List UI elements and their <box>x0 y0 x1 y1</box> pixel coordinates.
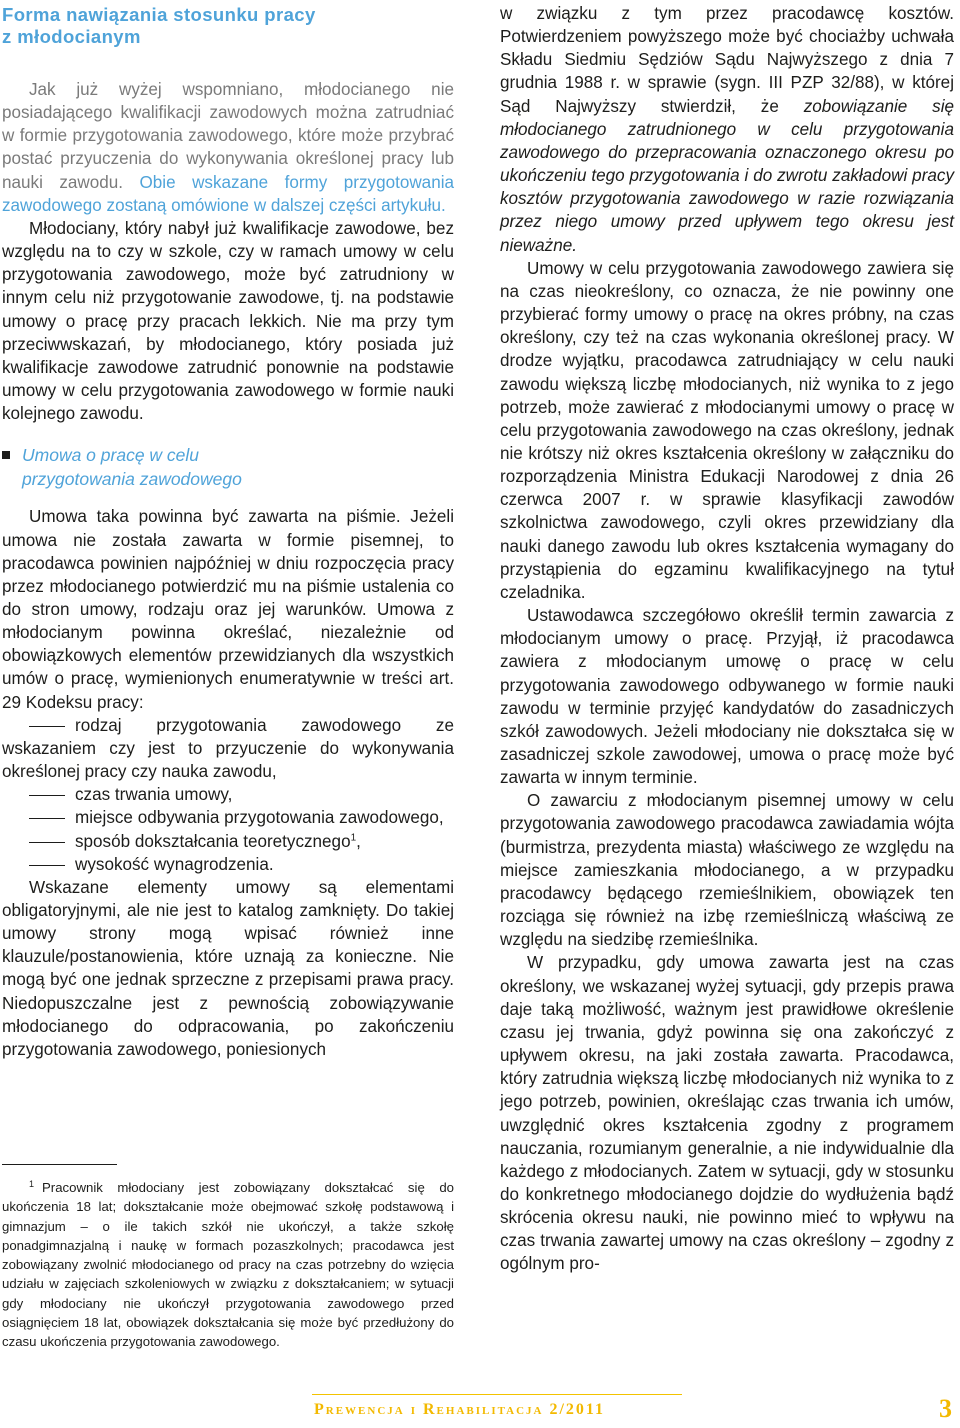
right-paragraph-4: O zawarciu z młodocianym pisemnej umowy w celu przygotowania zawodowego pracodawca zawiadamia wójta (burmistrza, prezydenta miasta) właściwego ze względu na miejsce zamieszkania młodocianego, a w przypadku pracodawcy będącego rzemieślnikiem, obowiązek ten rozciąga się również na izbę rzemieślniczą właściwą ze względu na siedzibę rzemieślnika. <box>500 791 954 950</box>
list-item-text: miejsce odbywania przygotowania zawodowego, <box>75 808 444 828</box>
list-item <box>2 853 454 876</box>
paragraph-2: Młodociany, który nabył już kwalifikacje zawodowe, bez względu na to czy w szkole, czy w ramach umowy w celu przygotowania zawodowego, może być zatrudniony w innym celu niż przygotowanie zawodowe, tj. na podstawie umowy o pracę przy pracach lekkich. Nie ma przy tym przeciwwskazań, by młodocianego, który posiada już kwalifikacje zawodowe zatrudnić ponownie na podstawie umowy w celu przygotowania zawodowego w formie nauki kolejnego zawodu. <box>2 218 454 424</box>
page-number: 3 <box>939 1394 952 1423</box>
right-paragraph-3: Ustawodawca szczegółowo określił termin zawarcia z młodocianym umowy o pracę. Przyjął, iż pracodawca zawiera z młodocianym umowę o pracę w celu przygotowania zawodowego odbywanego w formie nauki zawodu w terminie przyjęć kandydatów do zasadniczych szkół zawodowych. Jeżeli młodociany nie dokształca się w zasadniczej szkole zawodowej, umowa o pracę może być zawarta w innym terminie. <box>500 606 954 788</box>
right-paragraph-1 <box>500 2 954 257</box>
journal-name: Prewencja i Rehabilitacja 2/2011 <box>314 1401 606 1418</box>
page-footer <box>312 1394 960 1428</box>
intro-paragraph <box>2 78 454 217</box>
dash-icon <box>29 842 65 843</box>
dash-icon <box>29 795 65 796</box>
right-paragraph-2: Umowy w celu przygotowania zawodowego zawiera się na czas nieokreślony, co oznacza, że nie powinny one przybierać formy umowy o pracę na okres próbny, na czas określony, czy też na czas wykonania określonej pracy. W drodze wyjątku, pracodawca zatrudniający w celu nauki zawodu większą liczbę młodocianych, niż wynika to z jego potrzeb, może zawierać z młodocianymi umowy o pracę w celu przygotowania zawodowego na czas określony, jednak nie krótszy niż okres kształcenia określony w załączniku do rozporządzenia Ministra Edukacji Narodowej z dnia 26 czerwca 2007 r. w sprawie klasyfikacji zawodów szkolnictwa zawodowego, czyli okres przewidziany dla nauki danego zawodu lub okres kształcenia wymagany do przystąpienia do egzaminu kwalifikacyjnego na tytuł czeladnika. <box>500 258 954 602</box>
right-paragraph-5: W przypadku, gdy umowa zawarta jest na czas określony, we wskazanej wyżej sytuacji, gdy przepis prawa daje taką możliwość, ważnym jest prawidłowe określenie czasu jej trwania, gdyż powinna się ona zakończyć z upływem okresu, na jaki została zawarta. Pracodawca, który zatrudnia większą liczbę młodocianych niż wynika to z jego potrzeb, powinien, określając czas trwania ich umów, uwzględnić okres kształcenia zgodny z programem nauczania, rozumianym generalnie, a nie indywidualnie dla każdego z młodocianych. Zatem w sytuacji, gdy w stosunku do konkretnego młodocianego dojdzie do wydłużenia bądź skrócenia okresu nauki, nie powinno mieć to wpływu na czas trwania zawartej umowy na czas określony – zgodny z ogólnym pro- <box>500 953 954 1274</box>
article-heading <box>2 4 454 48</box>
dash-icon <box>29 726 65 727</box>
footnote <box>2 1178 454 1352</box>
court-quote: zobowiązanie się młodocianego zatrudnionego w celu przygotowania zawodowego do przepracowania oznaczonego okresu po ukończeniu tego przygotowania i do zwrotu zakładowi pracy kosztów przygotowania zawodowego w razie rozwiązania przez niego umowy przed upływem tego okresu jest nieważne. <box>500 96 955 255</box>
bullet-square-icon <box>2 451 10 459</box>
list-item <box>2 830 454 853</box>
list-item-text: rodzaj przygotowania zawodowego ze wskazaniem czy jest to przyuczenie do wykonywania określonej pracy czy nauka zawodu, <box>2 715 454 782</box>
footer-rule <box>312 1394 682 1395</box>
footnote-divider <box>2 1164 117 1165</box>
right-paragraph-1-text: w związku z tym przez pracodawcę kosztów. Potwierdzeniem powyższego może być chociażby uchwała Składu Siedmiu Sędziów Sądu Najwyższego z dnia 7 grudnia 1988 r. w sprawie (sygn. III PZP 32/88), w której Sąd Najwyższy stwierdził, że <box>500 4 954 116</box>
list-item <box>2 806 454 829</box>
list-item <box>2 714 454 783</box>
subheading-line2: przygotowania zawodowego <box>22 469 242 490</box>
dash-icon <box>29 818 65 819</box>
dash-icon <box>29 865 65 866</box>
intro-text: Jak już wyżej wspomniano, młodocianego nie posiadającego kwalifikacji zawodowych można zatrudniać w formie przygotowania zawodowego, które może przybrać postać przyuczenia do wykonywania określonej pracy lub nauki zawodu. <box>2 80 454 192</box>
footnote-text: Pracownik młodociany jest zobowiązany dokształcać się do ukończenia 18 lat; dokształcanie może obejmować szkołę podstawową i gimnazjum – o ile takich szkół nie ukończył, a także szkołę ponadgimnazjalną i naukę w formach pozaszkolnych; pracodawca jest zobowiązany zwolnić młodocianego od pracy na czas potrzebny do wzięcia udziału w zajęciach szkoleniowych w związku z dokształcaniem; w sytuacji gdy młodociany nie ukończył przygotowania zawodowego przed osiągnięciem 18 lat, obowiązek dokształcania się może być przedłużony do czasu ukończenia przygotowania zawodowego. <box>2 1180 454 1350</box>
list-item-tail: , <box>356 831 361 851</box>
footnote-mark: 1 <box>29 1179 35 1189</box>
list-item-text: czas trwania umowy, <box>75 785 233 805</box>
list-item-text: wysokość wynagrodzenia. <box>75 854 274 874</box>
subheading-line1: Umowa o pracę w celu <box>22 445 200 466</box>
right-column <box>500 2 954 1276</box>
list-item <box>2 783 454 806</box>
paragraph-4: Wskazane elementy umowy są elementami obligatoryjnymi, ale nie jest to katalog zamknięty. Do takiej umowy strony mogą wpisać również inne klauzule/postanowienia, które uznają za konieczne. Nie mogą być one jednak sprzeczne z przepisami prawa pracy. Niedopuszczalne jest z pewnością zobowiązywanie młodocianego do odpracowania, po zakończeniu przygotowania zawodowego, poniesionych <box>2 877 454 1059</box>
article-heading-line1: Forma nawiązania stosunku pracy <box>2 4 316 25</box>
section-subheading <box>2 443 454 491</box>
article-heading-line2: z młodocianym <box>2 26 141 47</box>
paragraph-3: Umowa taka powinna być zawarta na piśmie. Jeżeli umowa nie została zawarta w formie pisemnej, to pracodawca powinien najpóźniej w dniu rozpoczęcia pracy przez młodocianego potwierdzić mu na piśmie ustalenia co do stron umowy, rodzaju oraz jej warunków. Umowa z młodocianym powinna określać, niezależnie od obowiązkowych elementów przewidzianych dla wszystkich umów o pracę, wymienionych enumeratywnie w treści art. 29 Kodeksu pracy: <box>2 507 454 712</box>
intro-highlight: Obie wskazane formy przygotowania zawodowego zostaną omówione w dalszej części artykułu. <box>2 172 455 215</box>
list-item-text: sposób dokształcania teoretycznego <box>75 831 351 851</box>
left-column <box>2 2 454 1061</box>
footnote-reference[interactable]: 1 <box>350 831 357 843</box>
